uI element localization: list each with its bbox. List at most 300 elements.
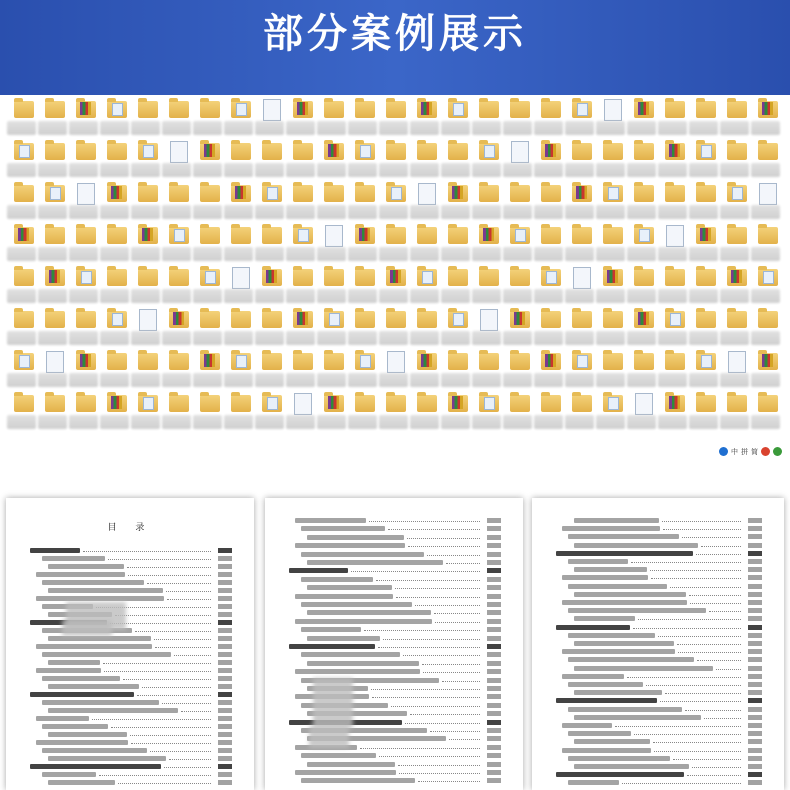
folder-item[interactable] (657, 267, 688, 309)
folder-item[interactable] (192, 225, 223, 267)
folder-item[interactable] (254, 309, 285, 351)
folder-item[interactable] (37, 99, 68, 141)
folder-item[interactable] (626, 267, 657, 309)
folder-item[interactable] (440, 225, 471, 267)
folder-icon (293, 269, 313, 286)
toc-leader (638, 619, 741, 620)
folder-item[interactable] (316, 183, 347, 225)
folder-item[interactable] (68, 99, 99, 141)
folder-item[interactable] (347, 393, 378, 435)
folder-item[interactable] (502, 183, 533, 225)
folder-name-redacted (348, 247, 377, 261)
folder-icon (448, 143, 468, 160)
toc-leader (701, 546, 741, 547)
folder-item[interactable] (130, 183, 161, 225)
toc-leader (651, 578, 741, 579)
toc-entry (532, 772, 784, 778)
folder-item[interactable] (161, 309, 192, 351)
toc-entry-text (307, 585, 392, 590)
folder-item[interactable] (657, 99, 688, 141)
toc-entry (265, 526, 523, 532)
folder-icon (448, 269, 468, 286)
folder-item[interactable] (378, 183, 409, 225)
folder-item[interactable] (502, 99, 533, 141)
toc-leader (360, 748, 480, 749)
folder-item[interactable] (68, 141, 99, 183)
folder-item[interactable] (316, 141, 347, 183)
toc-entry (532, 559, 784, 565)
folder-item[interactable] (99, 141, 130, 183)
folder-item[interactable] (750, 225, 781, 267)
toc-page-number (487, 686, 501, 691)
folder-item[interactable] (378, 99, 409, 141)
folder-icon (603, 227, 623, 244)
folder-item[interactable] (285, 309, 316, 351)
folder-item[interactable] (254, 267, 285, 309)
folder-item[interactable] (37, 309, 68, 351)
folder-item[interactable] (192, 183, 223, 225)
toc-entry (532, 526, 784, 532)
folder-item[interactable] (626, 183, 657, 225)
folder-item[interactable] (502, 225, 533, 267)
folder-item[interactable] (533, 141, 564, 183)
folder-item[interactable] (626, 309, 657, 351)
folder-item[interactable] (657, 309, 688, 351)
toc-page-number (748, 559, 762, 564)
folder-item[interactable] (37, 393, 68, 435)
folder-name-redacted (348, 289, 377, 303)
folder-item[interactable] (471, 99, 502, 141)
compressed-archive-icon (665, 395, 685, 412)
folder-item[interactable] (564, 225, 595, 267)
toc-page-number (487, 568, 501, 573)
folder-item[interactable] (688, 141, 719, 183)
folder-item[interactable] (316, 393, 347, 435)
folder-icon (45, 101, 65, 118)
folder-item[interactable] (595, 99, 626, 141)
toc-entry-text (568, 756, 670, 761)
folder-item[interactable] (347, 99, 378, 141)
folder-item[interactable] (316, 225, 347, 267)
folder-item[interactable] (688, 393, 719, 435)
folder-item[interactable] (6, 183, 37, 225)
folder-item[interactable] (750, 141, 781, 183)
folder-item[interactable] (564, 141, 595, 183)
folder-item[interactable] (68, 183, 99, 225)
folder-name-redacted (565, 121, 594, 135)
folder-item[interactable] (719, 393, 750, 435)
toc-entry-text (48, 684, 139, 689)
toc-entry-text (574, 543, 698, 548)
folder-item[interactable] (68, 393, 99, 435)
folder-item[interactable] (533, 99, 564, 141)
folder-item[interactable] (6, 351, 37, 393)
folder-item[interactable] (688, 225, 719, 267)
folder-item[interactable] (347, 225, 378, 267)
app-icon[interactable] (761, 447, 770, 456)
folder-icon (324, 185, 344, 202)
folder-icon (231, 101, 251, 118)
folder-item[interactable] (192, 393, 223, 435)
folder-name-redacted (503, 163, 532, 177)
folder-item[interactable] (254, 183, 285, 225)
folder-item[interactable] (688, 267, 719, 309)
folder-item[interactable] (161, 99, 192, 141)
app-icon[interactable] (773, 447, 782, 456)
folder-item[interactable] (595, 351, 626, 393)
folder-item[interactable] (254, 99, 285, 141)
folder-icon (386, 101, 406, 118)
folder-name-redacted (596, 247, 625, 261)
folder-item[interactable] (6, 141, 37, 183)
toc-entry (6, 644, 254, 650)
folder-item[interactable] (688, 183, 719, 225)
folder-item[interactable] (409, 99, 440, 141)
folder-item[interactable] (626, 99, 657, 141)
toc-page-number (487, 552, 501, 557)
folder-item[interactable] (6, 393, 37, 435)
folder-item[interactable] (223, 267, 254, 309)
folder-name-redacted (751, 163, 780, 177)
folder-item[interactable] (657, 225, 688, 267)
folder-item[interactable] (595, 309, 626, 351)
folder-item[interactable] (502, 267, 533, 309)
folder-item[interactable] (285, 225, 316, 267)
folder-item[interactable] (99, 267, 130, 309)
folder-item[interactable] (564, 309, 595, 351)
folder-item[interactable] (533, 309, 564, 351)
folder-item[interactable] (595, 267, 626, 309)
folder-item[interactable] (316, 99, 347, 141)
folder-item[interactable] (595, 183, 626, 225)
folder-item[interactable] (719, 351, 750, 393)
folder-item[interactable] (161, 225, 192, 267)
folder-item[interactable] (161, 351, 192, 393)
folder-item[interactable] (595, 225, 626, 267)
toc-entry (6, 580, 254, 586)
toc-entry-text (574, 616, 635, 621)
folder-name-redacted (441, 373, 470, 387)
folder-item[interactable] (223, 141, 254, 183)
folder-item[interactable] (440, 267, 471, 309)
folder-item[interactable] (533, 267, 564, 309)
ime-charset[interactable]: 简 (751, 447, 758, 456)
folder-name-redacted (472, 163, 501, 177)
folder-name-redacted (751, 205, 780, 219)
toc-entry (532, 764, 784, 770)
folder-item[interactable] (502, 141, 533, 183)
folder-item[interactable] (471, 267, 502, 309)
folder-item[interactable] (99, 309, 130, 351)
folder-item[interactable] (471, 309, 502, 351)
folder-name-redacted (255, 415, 284, 429)
folder-item[interactable] (409, 309, 440, 351)
folder-name-redacted (162, 163, 191, 177)
folder-item[interactable] (719, 225, 750, 267)
toc-page-number (487, 610, 501, 615)
folder-item[interactable] (750, 393, 781, 435)
folder-name-redacted (317, 205, 346, 219)
folder-item[interactable] (378, 141, 409, 183)
folder-item[interactable] (347, 351, 378, 393)
folder-item[interactable] (68, 225, 99, 267)
folder-item[interactable] (6, 225, 37, 267)
folder-icon (386, 143, 406, 160)
system-tray (719, 445, 782, 458)
folder-item[interactable] (750, 309, 781, 351)
toc-entry-text (48, 756, 166, 761)
folder-item[interactable] (99, 351, 130, 393)
folder-name-redacted (627, 415, 656, 429)
folder-icon (138, 269, 158, 286)
folder-item[interactable] (6, 267, 37, 309)
compressed-archive-icon (572, 185, 592, 202)
folder-item[interactable] (564, 351, 595, 393)
folder-item[interactable] (37, 225, 68, 267)
folder-item[interactable] (192, 267, 223, 309)
folder-item[interactable] (37, 183, 68, 225)
folder-item[interactable] (657, 393, 688, 435)
folder-item[interactable] (161, 267, 192, 309)
folder-item[interactable] (502, 351, 533, 393)
toc-page-number (218, 612, 232, 617)
compressed-archive-icon (45, 269, 65, 286)
ime-indicator[interactable]: 中 (731, 447, 738, 456)
toc-leader (627, 677, 741, 678)
folder-item[interactable] (595, 141, 626, 183)
folder-item[interactable] (440, 393, 471, 435)
toc-leader (405, 723, 480, 724)
toc-entry (532, 592, 784, 598)
folder-item[interactable] (409, 183, 440, 225)
folder-item[interactable] (409, 141, 440, 183)
folder-item[interactable] (192, 351, 223, 393)
folder-item[interactable] (285, 393, 316, 435)
folder-item[interactable] (564, 267, 595, 309)
folder-item[interactable] (130, 309, 161, 351)
folder-item[interactable] (502, 393, 533, 435)
folder-item[interactable] (130, 267, 161, 309)
folder-item[interactable] (719, 183, 750, 225)
folder-item[interactable] (99, 393, 130, 435)
folder-item[interactable] (533, 225, 564, 267)
folder-item[interactable] (750, 351, 781, 393)
folder-item[interactable] (657, 183, 688, 225)
folder-item[interactable] (657, 141, 688, 183)
folder-item[interactable] (347, 183, 378, 225)
folder-icon (324, 269, 344, 286)
folder-item[interactable] (595, 393, 626, 435)
folder-item[interactable] (440, 309, 471, 351)
compressed-archive-icon (355, 227, 375, 244)
folder-name-redacted (565, 331, 594, 345)
folder-item[interactable] (626, 225, 657, 267)
folder-item[interactable] (626, 351, 657, 393)
folder-item[interactable] (533, 351, 564, 393)
folder-item[interactable] (347, 309, 378, 351)
toc-entry (532, 707, 784, 713)
folder-item[interactable] (99, 225, 130, 267)
folder-item[interactable] (161, 393, 192, 435)
folder-item[interactable] (719, 141, 750, 183)
folder-item[interactable] (378, 309, 409, 351)
folder-item[interactable] (626, 393, 657, 435)
folder-item[interactable] (316, 267, 347, 309)
folder-item[interactable] (37, 141, 68, 183)
folder-item[interactable] (409, 393, 440, 435)
folder-item[interactable] (347, 141, 378, 183)
folder-item[interactable] (68, 309, 99, 351)
folder-item[interactable] (6, 309, 37, 351)
folder-item[interactable] (285, 99, 316, 141)
folder-item[interactable] (564, 393, 595, 435)
folder-item[interactable] (130, 225, 161, 267)
ime-mode[interactable]: 拼 (741, 447, 748, 456)
folder-item[interactable] (440, 351, 471, 393)
folder-item[interactable] (688, 99, 719, 141)
folder-item[interactable] (440, 141, 471, 183)
folder-icon (262, 227, 282, 244)
folder-name-redacted (751, 121, 780, 135)
folder-item[interactable] (254, 225, 285, 267)
folder-item[interactable] (347, 267, 378, 309)
folder-item[interactable] (99, 99, 130, 141)
folder-item[interactable] (719, 99, 750, 141)
folder-item[interactable] (440, 183, 471, 225)
toc-entry-text (562, 674, 624, 679)
folder-item[interactable] (316, 351, 347, 393)
folder-item[interactable] (409, 267, 440, 309)
folder-item[interactable] (223, 351, 254, 393)
folder-item[interactable] (719, 309, 750, 351)
folder-item[interactable] (130, 351, 161, 393)
folder-item[interactable] (533, 393, 564, 435)
toc-entry-text (42, 724, 108, 729)
folder-item[interactable] (161, 183, 192, 225)
folder-item[interactable] (316, 309, 347, 351)
folder-item[interactable] (192, 141, 223, 183)
folder-item[interactable] (37, 267, 68, 309)
folder-item[interactable] (719, 267, 750, 309)
folder-item[interactable] (471, 351, 502, 393)
folder-item[interactable] (688, 351, 719, 393)
toc-entry (532, 674, 784, 680)
folder-item[interactable] (750, 99, 781, 141)
folder-item[interactable] (471, 183, 502, 225)
folder-item[interactable] (68, 267, 99, 309)
folder-item[interactable] (254, 141, 285, 183)
folder-icon (727, 185, 747, 202)
folder-icon (200, 101, 220, 118)
folder-item[interactable] (409, 351, 440, 393)
toc-leader (704, 718, 741, 719)
document-file-icon (294, 393, 312, 415)
folder-item[interactable] (626, 141, 657, 183)
folder-item[interactable] (409, 225, 440, 267)
folder-item[interactable] (378, 393, 409, 435)
folder-item[interactable] (285, 141, 316, 183)
folder-name-redacted (224, 331, 253, 345)
folder-item[interactable] (192, 99, 223, 141)
toc-entry-text (36, 596, 164, 601)
folder-item[interactable] (378, 225, 409, 267)
folder-item[interactable] (37, 351, 68, 393)
toc-entry-text (295, 518, 366, 523)
toc-page-number (218, 748, 232, 753)
toc-entry-text (568, 559, 628, 564)
toc-entry-text (568, 608, 706, 613)
folder-icon (417, 269, 437, 286)
folder-item[interactable] (285, 267, 316, 309)
folder-item[interactable] (533, 183, 564, 225)
toc-entry (532, 666, 784, 672)
folder-item[interactable] (223, 183, 254, 225)
toc-entry-text (295, 594, 393, 599)
folder-item[interactable] (285, 351, 316, 393)
folder-icon (355, 311, 375, 328)
folder-item[interactable] (6, 99, 37, 141)
folder-item[interactable] (378, 267, 409, 309)
folder-item[interactable] (223, 309, 254, 351)
toc-entry (532, 518, 784, 524)
toc-page-number (748, 690, 762, 695)
folder-name-redacted (410, 163, 439, 177)
compressed-archive-icon (758, 101, 778, 118)
folder-item[interactable] (502, 309, 533, 351)
folder-item[interactable] (688, 309, 719, 351)
toc-leader (633, 628, 741, 629)
folder-item[interactable] (440, 99, 471, 141)
folder-item[interactable] (657, 351, 688, 393)
folder-item[interactable] (223, 99, 254, 141)
folder-item[interactable] (254, 351, 285, 393)
folder-item[interactable] (223, 225, 254, 267)
network-icon[interactable] (719, 447, 728, 456)
folder-item[interactable] (285, 183, 316, 225)
folder-item[interactable] (130, 393, 161, 435)
toc-entry-text (574, 592, 686, 597)
folder-item[interactable] (223, 393, 254, 435)
folder-name-redacted (286, 247, 315, 261)
folder-item[interactable] (564, 99, 595, 141)
folder-item[interactable] (564, 183, 595, 225)
folder-item[interactable] (192, 309, 223, 351)
banner (0, 0, 790, 95)
folder-item[interactable] (471, 225, 502, 267)
toc-leader (371, 689, 480, 690)
folder-icon (634, 185, 654, 202)
toc-leader (423, 672, 480, 673)
toc-leader (99, 775, 211, 776)
folder-item[interactable] (471, 141, 502, 183)
folder-item[interactable] (68, 351, 99, 393)
folder-item[interactable] (471, 393, 502, 435)
folder-name-redacted (441, 121, 470, 135)
folder-item[interactable] (254, 393, 285, 435)
folder-icon (355, 395, 375, 412)
toc-entry-text (301, 778, 415, 783)
folder-item[interactable] (130, 141, 161, 183)
folder-item[interactable] (161, 141, 192, 183)
folder-item[interactable] (750, 183, 781, 225)
folder-name-redacted (596, 121, 625, 135)
folder-item[interactable] (750, 267, 781, 309)
folder-item[interactable] (130, 99, 161, 141)
toc-page-number (487, 770, 501, 775)
folder-icon (417, 227, 437, 244)
folder-item[interactable] (378, 351, 409, 393)
folder-item[interactable] (99, 183, 130, 225)
